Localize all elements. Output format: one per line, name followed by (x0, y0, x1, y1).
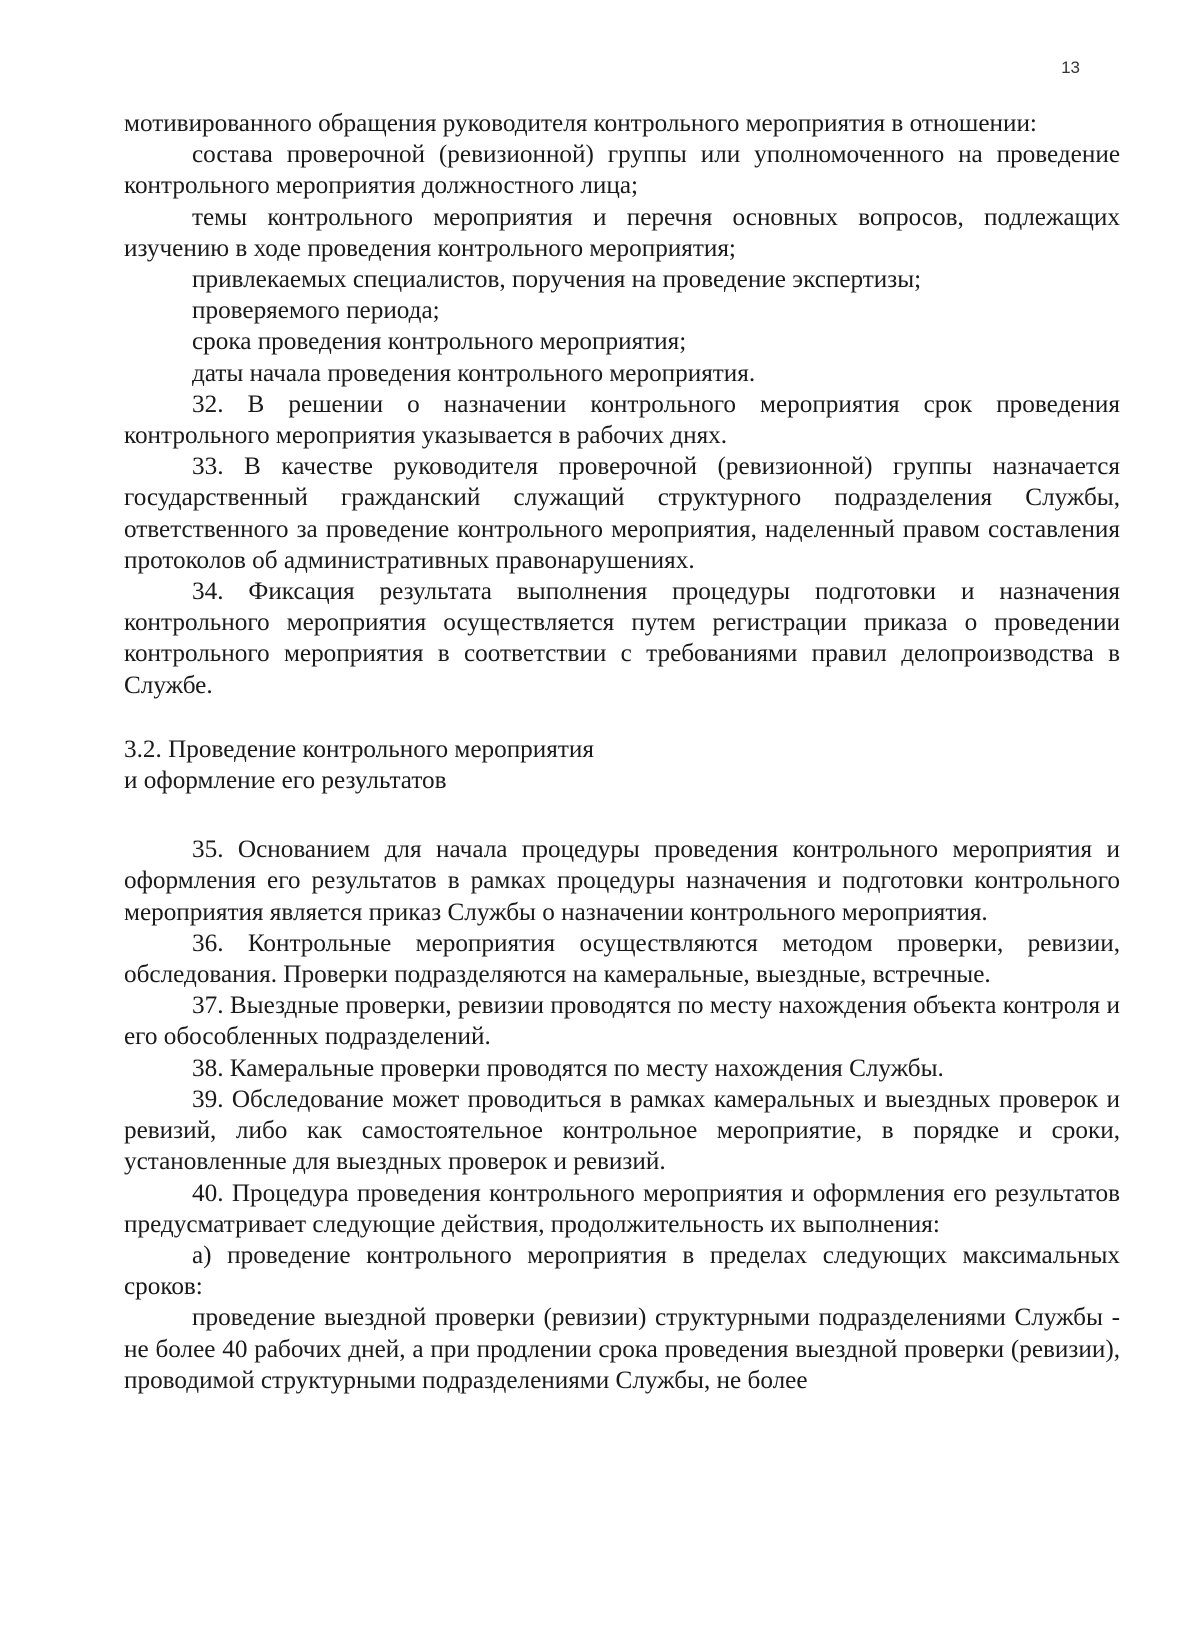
document-body (124, 108, 1120, 1396)
paragraph: 36. Контрольные мероприятия осуществляются методом проверки, ревизии, обследования. Проверки подразделяются на камеральные, выездные, встречные. (124, 929, 1120, 989)
paragraph: 37. Выездные проверки, ревизии проводятся по месту нахождения объекта контроля и его обособленных подразделений. (124, 992, 1120, 1051)
paragraph: срока проведения контрольного мероприятия; (192, 328, 687, 356)
paragraph: 35. Основанием для начала процедуры проведения контрольного мероприятия и оформления его результатов в рамках процедуры назначения и подготовки контрольного мероприятия является приказ Службы о назначении контрольного мероприятия. (124, 836, 1120, 926)
paragraph: 34. Фиксация результата выполнения процедуры подготовки и назначения контрольного мероприятия осуществляется путем регистрации приказа о проведении контрольного мероприятия в соответствии с требованиями правил делопроизводства в Службе. (124, 578, 1120, 699)
paragraph: проведение выездной проверки (ревизии) структурными подразделениями Службы - не более 40 рабочих дней, а при продлении срока проведения выездной проверки (ревизии), проводимой структурными подразделениями Службы, не более (124, 1304, 1120, 1394)
paragraph: состава проверочной (ревизионной) группы или уполномоченного на проведение контрольного мероприятия должностного лица; (124, 141, 1120, 200)
paragraph: а) проведение контрольного мероприятия в пределах следующих максимальных сроков: (124, 1241, 1120, 1301)
paragraph: мотивированного обращения руководителя контрольного мероприятия в отношении: (124, 110, 1037, 137)
paragraphs-after-heading (124, 834, 1120, 1396)
paragraph: 32. В решении о назначении контрольного мероприятия срок проведения контрольного мероприятия указывается в рабочих днях. (124, 390, 1120, 450)
paragraph: привлекаемых специалистов, поручения на проведение экспертизы; (192, 266, 922, 294)
page-number: 13 (1061, 58, 1080, 77)
section-heading-line-1: 3.2. Проведение контрольного мероприятия (124, 735, 594, 763)
paragraph: 38. Камеральные проверки проводятся по месту нахождения Службы. (192, 1054, 944, 1082)
paragraph: даты начала проведения контрольного мероприятия. (192, 359, 756, 387)
paragraph: темы контрольного мероприятия и перечня основных вопросов, подлежащих изучению в ходе проведения контрольного мероприятия; (124, 203, 1120, 262)
section-heading-line-2: и оформление его результатов (124, 767, 447, 795)
paragraph: 39. Обследование может проводиться в рамках камеральных и выездных проверок и ревизий, либо как самостоятельное контрольное мероприятие, в порядке и сроки, установленные для выездных проверок и ревизий. (124, 1085, 1120, 1176)
section-heading (124, 734, 1120, 796)
paragraphs-before-heading (124, 108, 1120, 701)
paragraph: 33. В качестве руководителя проверочной (ревизионной) группы назначается государственный гражданский служащий структурного подразделения Службы, ответственного за проведение контрольного мероприятия, наделенный правом составления протоколов об административных правонарушениях. (124, 453, 1120, 574)
paragraph: проверяемого периода; (192, 297, 440, 325)
paragraph: 40. Процедура проведения контрольного мероприятия и оформления его результатов предусматривает следующие действия, продолжительность их выполнения: (124, 1179, 1120, 1238)
